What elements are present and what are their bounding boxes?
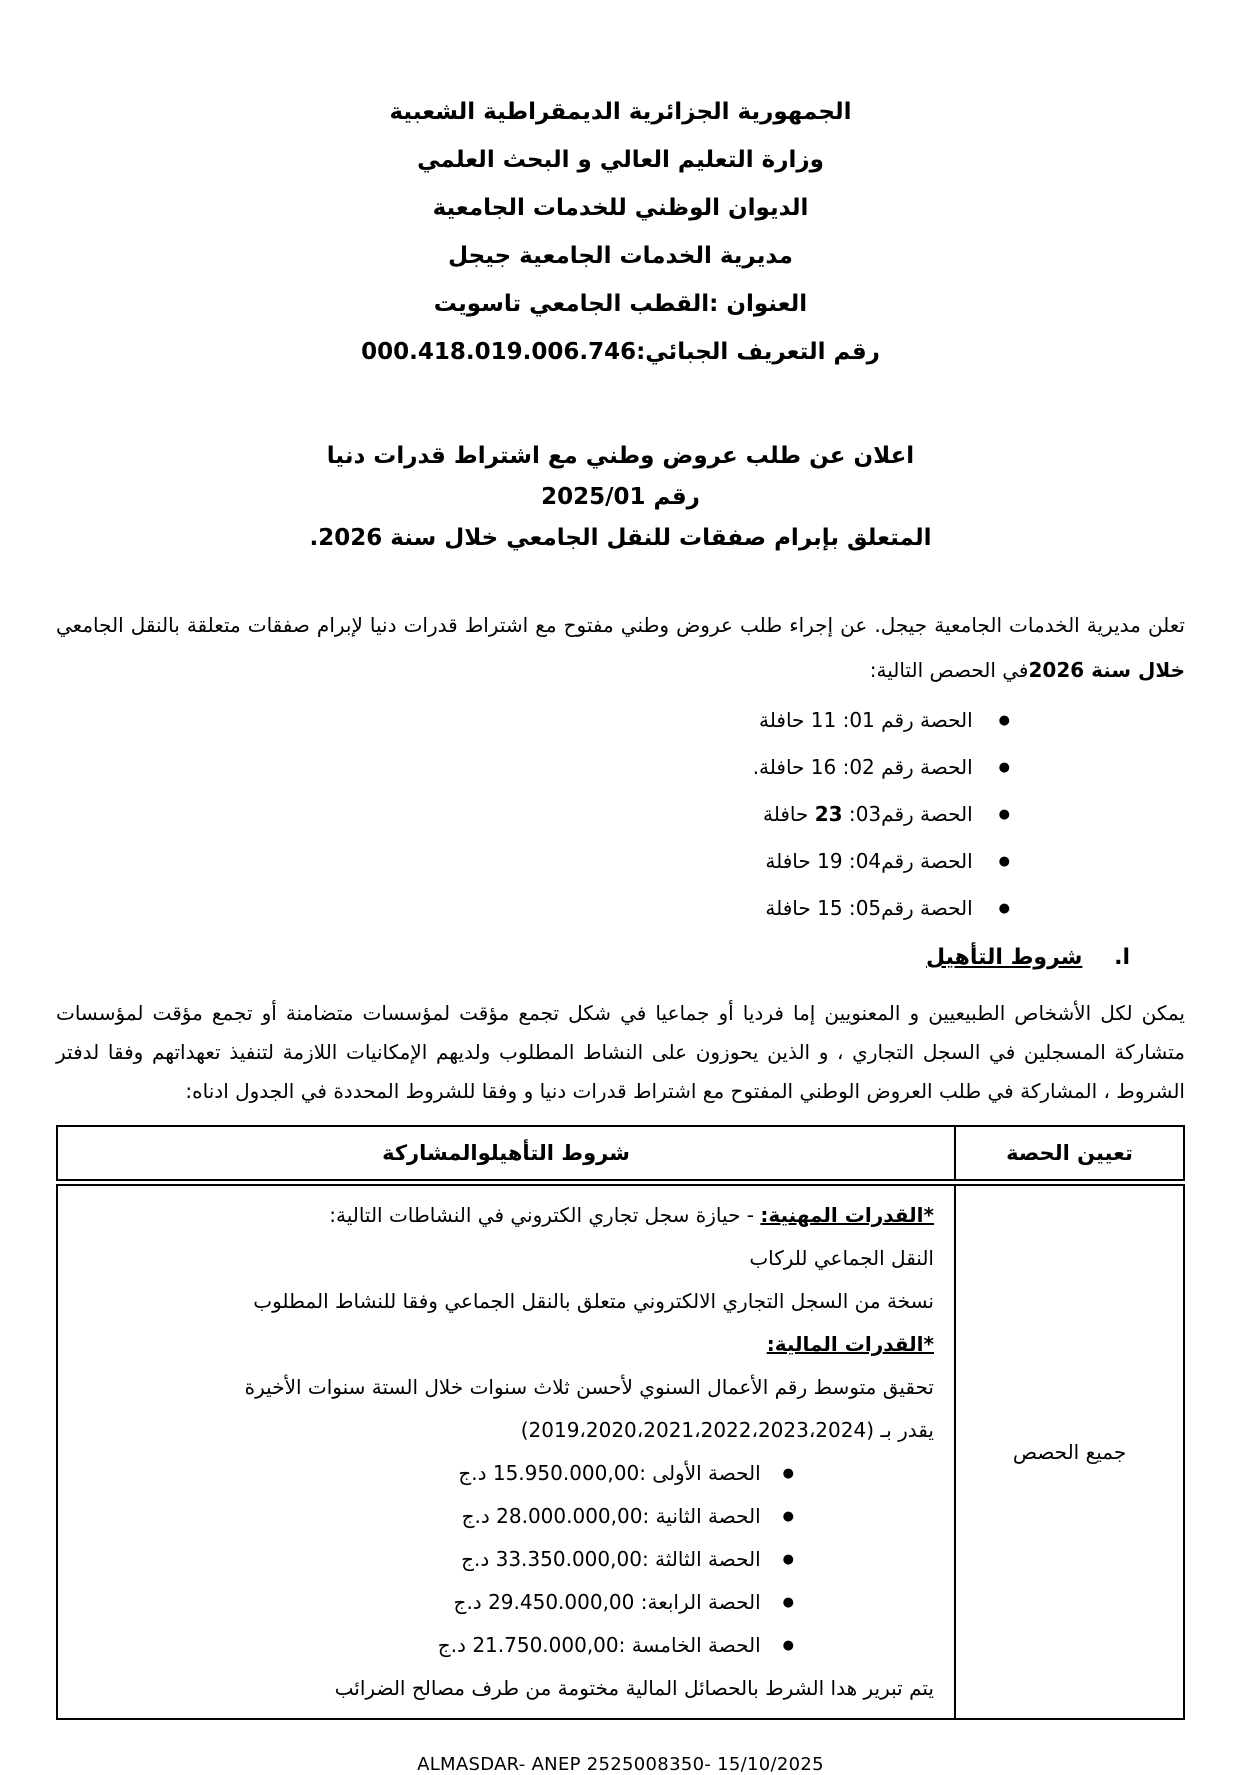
intro-text-start: تعلن مديرية الخدمات الجامعية جيجل. عن إجراء طلب عروض وطني مفتوح مع اشتراط قدرات دنيا لإبرام صفقات متعلقة بالنقل الجامعي (56, 613, 1185, 637)
financial-years-line: يقدر بـ (2019،2020،2021،2022،2023،2024) (520, 1418, 934, 1442)
title-line-number: رقم 2025/01 (541, 484, 700, 510)
document-header (56, 88, 1185, 376)
lot-item-4 (56, 838, 1010, 885)
lot-item-text (763, 791, 973, 838)
eligibility-paragraph: يمكن لكل الأشخاص الطبيعيين و المعنويين إما فرديا أو جماعيا في شكل تجمع مؤقت لمؤسسات متضامنة أو تجمع مؤقت لمؤسسات متشاركة المسجلين في السجل التجاري ، و الذين يحوزون على النشاط المطلوب ولديهم الإمكانيات اللازمة لتنفيذ تعهداتهم وفقا لدفتر الشروط ، المشاركة في طلب العروض الوطني المفتوح مع اشتراط قدرات دنيا و وفقا للشروط المحددة في الجدول ادناه: (56, 1001, 1185, 1103)
financial-lot-text: الحصة الخامسة :21.750.000,00 د.ج (437, 1633, 761, 1657)
conditions-cell (57, 1183, 955, 1720)
intro-text-bold-year: خلال سنة 2026 (1028, 658, 1185, 682)
lot-item-text-bold: 23 (814, 802, 843, 826)
qualification-section-heading (56, 938, 1185, 978)
section-numeral: ا. (1114, 945, 1130, 970)
table-header-designation: تعيين الحصة (955, 1126, 1184, 1183)
header-line-republic: الجمهورية الجزائرية الديمقراطية الشعبية (389, 99, 852, 125)
financial-lot-text: الحصة الأولى :15.950.000,00 د.ج (458, 1461, 761, 1485)
section-title: شروط التأهيل (926, 945, 1083, 970)
header-line-ministry: وزارة التعليم العالي و البحث العلمي (417, 147, 824, 173)
financial-lot-item-4 (78, 1581, 794, 1624)
financial-lot-item-5 (78, 1624, 794, 1667)
all-lots-cell: جميع الحصص (955, 1183, 1184, 1720)
bullet-icon: ● (998, 760, 1010, 775)
financial-lot-item-1 (78, 1452, 794, 1495)
financial-lot-text: الحصة الرابعة: 29.450.000,00 د.ج (453, 1590, 761, 1614)
lot-item-text: الحصة رقم05: 15 حافلة (765, 896, 973, 920)
activity-line: النقل الجماعي للركاب (749, 1246, 934, 1270)
tax-justification-note: يتم تبرير هدا الشرط بالحصائل المالية مختومة من طرف مصالح الضرائب (334, 1676, 934, 1700)
financial-capacities-label-line (78, 1323, 934, 1366)
financial-lot-text: الحصة الثانية :28.000.000,00 د.ج (461, 1504, 761, 1528)
lots-list (56, 697, 1185, 932)
financial-lot-item-2 (78, 1495, 794, 1538)
registry-copy-line: نسخة من السجل التجاري الالكتروني متعلق بالنقل الجماعي وفقا للنشاط المطلوب (253, 1289, 934, 1313)
lot-item-text: الحصة رقم 01: 11 حافلة (759, 708, 973, 732)
lot-item-3 (56, 791, 1010, 838)
lot-item-text: الحصة رقم 02: 16 حافلة. (752, 755, 973, 779)
lot-item-text-pre: الحصة رقم03: (842, 802, 973, 826)
financial-lot-item-3 (78, 1538, 794, 1581)
professional-capacities-label: *القدرات المهنية: (760, 1203, 934, 1227)
intro-paragraph (56, 603, 1185, 693)
bullet-icon: ● (782, 1552, 794, 1567)
table-header-conditions: شروط التأهيلوالمشاركة (57, 1126, 955, 1183)
header-line-address: العنوان :القطب الجامعي تاسويت (433, 291, 808, 317)
title-line-subject: المتعلق بإبرام صفقات للنقل الجامعي خلال سنة 2026. (309, 525, 932, 551)
bullet-icon: ● (782, 1595, 794, 1610)
title-line-1: اعلان عن طلب عروض وطني مع اشتراط قدرات دنيا (326, 443, 915, 469)
table-header-row (57, 1126, 1184, 1183)
intro-text-end: في الحصص التالية: (869, 658, 1029, 682)
professional-capacities-text: - حيازة سجل تجاري الكتروني في النشاطات التالية: (329, 1203, 761, 1227)
table-body-row (57, 1183, 1184, 1720)
financial-lot-text: الحصة الثالثة :33.350.000,00 د.ج (461, 1547, 761, 1571)
qualification-table (56, 1125, 1185, 1720)
bullet-icon: ● (998, 713, 1010, 728)
lot-item-5 (56, 885, 1010, 932)
header-line-tax-id: رقم التعريف الجبائي:000.418.019.006.746 (361, 339, 880, 365)
lot-item-2 (56, 744, 1010, 791)
bullet-icon: ● (998, 807, 1010, 822)
lot-item-1 (56, 697, 1010, 744)
header-line-office: الديوان الوظني للخدمات الجامعية (432, 195, 809, 221)
announcement-title (56, 436, 1185, 559)
bullet-icon: ● (782, 1466, 794, 1481)
bullet-icon: ● (782, 1638, 794, 1653)
footer-anep: ALMASDAR- ANEP 2525008350- 15/10/2025 (417, 1754, 824, 1775)
bullet-icon: ● (782, 1509, 794, 1524)
financial-lots-list (78, 1452, 934, 1667)
header-line-directorate: مديرية الخدمات الجامعية جيجل (448, 243, 793, 269)
professional-capacities-line (78, 1194, 934, 1237)
bullet-icon: ● (998, 854, 1010, 869)
financial-turnover-line: تحقيق متوسط رقم الأعمال السنوي لأحسن ثلاث سنوات خلال الستة سنوات الأخيرة (244, 1375, 934, 1399)
lot-item-text-post: حافلة (763, 802, 815, 826)
financial-capacities-label: *القدرات المالية: (766, 1332, 934, 1356)
lot-item-text: الحصة رقم04: 19 حافلة (765, 849, 973, 873)
bullet-icon: ● (998, 901, 1010, 916)
